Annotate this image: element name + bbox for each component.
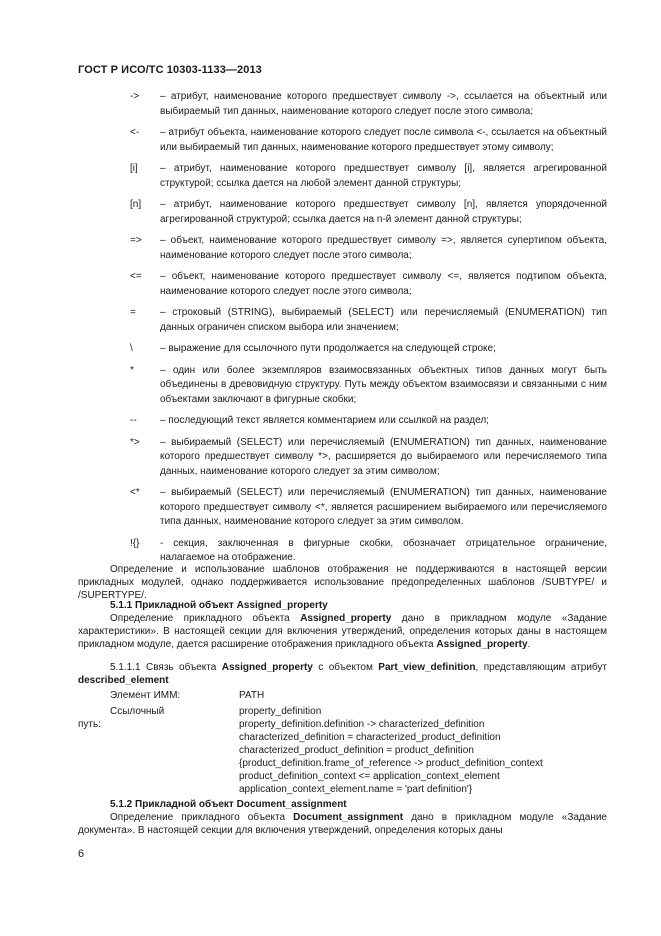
definition-text: – объект, наименование которого предшествует символу <=, является подтипом объекта, наименование которого следует после этого символа; [160,271,607,297]
document-header: ГОСТ Р ИСО/ТС 10303-1133—2013 [78,64,262,76]
definition-text: – строковый (STRING), выбираемый (SELECT) или перечисляемый (ENUMERATION) тип данных ограничен списком выбора или значением; [160,307,607,333]
definition-symbol: => [130,235,142,246]
reference-path-line: {product_definition.frame_of_reference -> product_definition_context [239,758,543,769]
definition-text: - секция, заключенная в фигурные скобки, обозначает отрицательное ограничение, налагаемое на отображение. [160,537,607,563]
entity-name: Assigned_property [221,662,313,673]
symbol-definitions [0,90,661,573]
definition-text: – последующий текст является комментарием или ссылкой на раздел; [160,415,489,426]
reference-path-line: characterized_definition = characterized_product_definition [239,732,501,743]
definition-text: – атрибут, наименование которого предшествует символу ->, ссылается на объектный или выбираемый тип данных, наименование которого следует после этого символа; [160,91,607,117]
definition-item [0,126,661,155]
reference-path-line: property_definition [239,706,322,717]
section-5-1-1-1-paragraph: 5.1.1.1 Связь объекта Assigned_property с объектом Part_view_definition, представляющим атрибут described_element [78,662,607,686]
definition-item [0,306,661,335]
definition-text: – атрибут, наименование которого предшествует символу [i], является агрегированной структурой; ссылка дается на любой элемент данной структуры; [160,163,607,189]
definition-item [0,198,661,227]
definition-symbol: <- [130,127,140,138]
definition-item [0,414,661,429]
definition-item [0,90,661,119]
page-number: 6 [78,848,85,860]
reference-path-line: property_definition.definition -> characterized_definition [239,719,485,730]
definition-item [0,342,661,357]
definition-item [0,486,661,530]
definition-symbol: * [130,364,134,376]
attribute-name: described_element [78,674,169,686]
definition-item [0,234,661,263]
definition-symbol: <= [130,271,142,282]
definition-symbol: *> [130,436,140,448]
definition-item [0,537,661,566]
definition-text: – объект, наименование которого предшествует символу =>, является супертипом объекта, наименование которого следует после этого символа; [160,235,607,261]
definition-symbol: \ [130,343,133,354]
section-5-1-1-paragraph: Определение прикладного объекта Assigned_property дано в прикладном модуле «Задание характеристики». В настоящей секции для включения утверждений, определения которых даны в настоящем прикладном модуле, дается расширение отображения прикладного объекта Assigned_property. [78,613,608,650]
entity-name: Assigned_property [300,613,392,624]
reference-path-label-cont: путь: [78,719,101,730]
definition-text: – выбираемый (SELECT) или перечисляемый (ENUMERATION) тип данных, наименование которого предшествует символу <*, является расширением выбираемого или перечисляемого типа данных, наименование которого следует за этим символом. [160,487,607,527]
intro-paragraph: Определение и использование шаблонов отображения не поддерживаются в настоящей версии прикладных модулей, однако поддерживается использование предопределенных шаблонов /SUBTYPE/ и /SUPERTYPE/. [78,564,607,601]
section-5-1-2-paragraph: Определение прикладного объекта Document_assignment дано в прикладном модуле «Задание документа». В настоящей секции для включения утверждений, определения которых даны [78,812,607,836]
mapping-element-value: PATH [239,690,265,701]
definition-symbol: <* [130,487,140,498]
section-5-1-2-heading: 5.1.2 Прикладной объект Document_assignment [110,799,347,810]
section-5-1-1-heading: 5.1.1 Прикладной объект Assigned_property [110,600,328,611]
definition-item [0,364,661,408]
definition-text: – атрибут объекта, наименование которого следует после символа <-, ссылается на объектный или выбираемый тип данных, наименование которого предшествует этому символу; [160,127,607,153]
definition-text: – атрибут, наименование которого предшествует символу [n], является упорядоченной агрегированной структурой; ссылка дается на n-й элемент данной структуры; [160,199,607,225]
definition-symbol: [n] [130,199,142,210]
definition-item [0,162,661,191]
definition-symbol: = [130,307,136,318]
definition-text: – один или более экземпляров взаимосвязанных объектных типов данных могут быть объединены в древовидную структуру. Путь между объектом взаимосвязи и связанными с ним объектами заключают в фигурные скобки; [160,364,607,405]
definition-item [0,270,661,299]
definition-text: – выбираемый (SELECT) или перечисляемый (ENUMERATION) тип данных, наименование которого предшествует символу *>, расширяется до выбираемого или перечисляемого типа данных, наименование которого следует за этим символом; [160,436,607,477]
mapping-element-label: Элемент ИММ: [110,690,181,701]
definition-item [0,436,661,480]
reference-path-line: characterized_product_definition = product_definition [239,745,474,756]
reference-path-label: Ссылочный [110,706,165,717]
definition-symbol: -- [130,415,137,426]
definition-symbol: -> [130,91,140,102]
definition-symbol: [i] [130,163,138,174]
definition-text: – выражение для ссылочного пути продолжается на следующей строке; [160,343,496,354]
reference-path-line: application_context_element.name = 'part definition'} [239,784,473,795]
reference-path-line: product_definition_context <= application_context_element [239,771,500,782]
entity-name: Part_view_definition [378,662,476,673]
definition-symbol: !{} [130,537,140,549]
entity-name: Assigned_property [436,638,528,650]
entity-name: Document_assignment [293,812,404,823]
